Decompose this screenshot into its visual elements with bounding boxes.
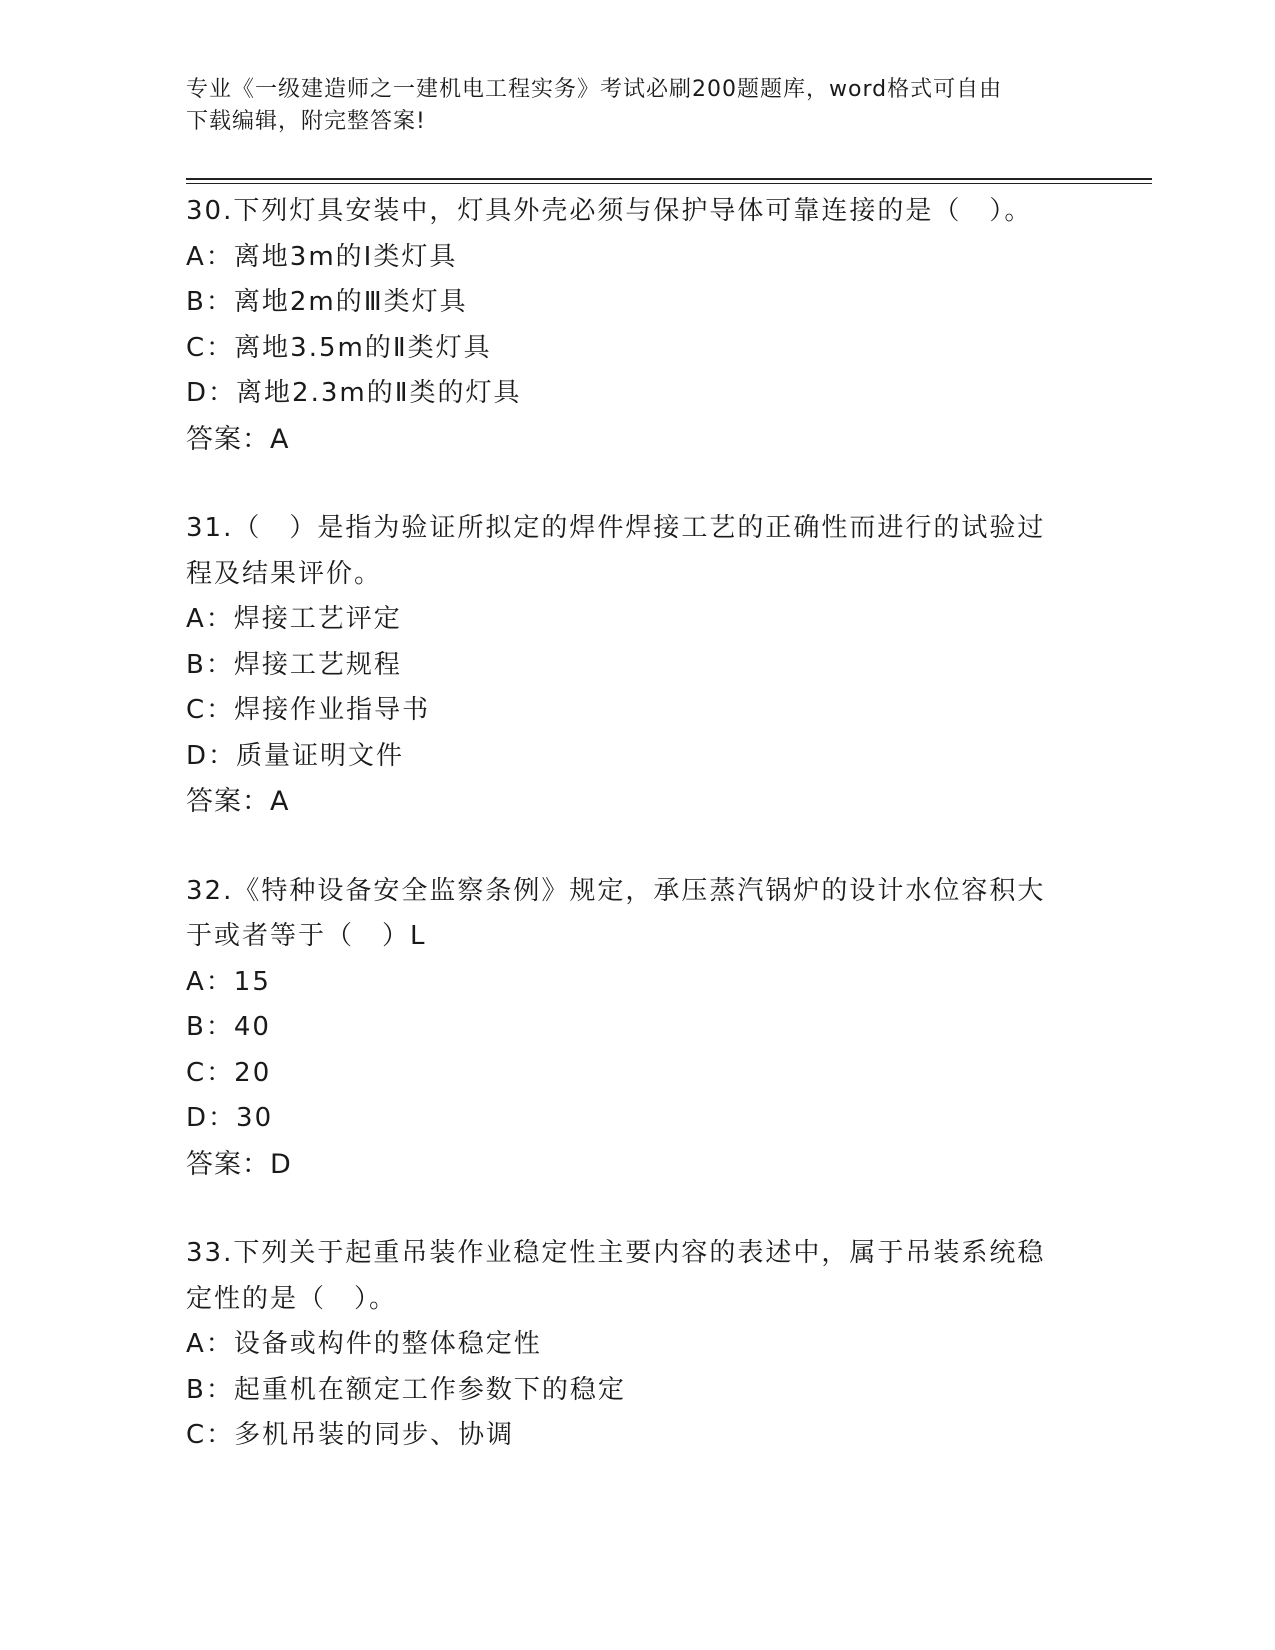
question-stem [186,1231,1086,1322]
header-divider-thick [186,178,1152,180]
stem-line: 30.下列灯具安装中，灯具外壳必须与保护导体可靠连接的是（ ）。 [186,196,1033,226]
option-b: B：起重机在额定工作参数下的稳定 [186,1374,626,1405]
question-30 [186,189,1086,462]
question-stem [186,506,1086,597]
option-d: D：离地2.3m的Ⅱ类的灯具 [186,378,522,408]
option-a: A：15 [186,966,271,997]
question-list [186,189,1086,1503]
question-31 [186,506,1086,825]
option-c: C：离地3.5m的Ⅱ类灯具 [186,332,492,363]
header-line-1: 专业《一级建造师之一建机电工程实务》考试必刷200题题库，word格式可自由 [186,77,1003,102]
option-a: A：焊接工艺评定 [186,604,402,634]
stem-line: 33.下列关于起重吊装作业稳定性主要内容的表述中，属于吊装系统稳 [186,1238,1046,1268]
option-b: B：40 [186,1012,271,1042]
option-d: D：质量证明文件 [186,740,405,771]
option-c: C：20 [186,1057,272,1088]
option-b: B：焊接工艺规程 [186,649,402,680]
answer: 答案：A [186,423,290,455]
option-c: C：焊接作业指导书 [186,695,431,725]
stem-line: 31.（ ）是指为验证所拟定的焊件焊接工艺的正确性而进行的试验过 [186,513,1046,543]
question-stem [186,869,1086,960]
option-c: C：多机吊装的同步、协调 [186,1420,515,1450]
question-32 [186,869,1086,1188]
stem-line: 程及结果评价。 [186,558,383,589]
question-33 [186,1231,1086,1459]
stem-line: 32.《特种设备安全监察条例》规定，承压蒸汽锅炉的设计水位容积大 [186,875,1046,906]
document-header [186,74,1086,138]
answer: 答案：D [186,1148,292,1180]
option-b: B：离地2m的Ⅲ类灯具 [186,287,468,317]
stem-line: 于或者等于（ ）L [186,921,427,951]
option-d: D：30 [186,1103,274,1133]
question-stem [186,189,1086,235]
option-a: A：设备或构件的整体稳定性 [186,1329,542,1359]
option-a: A：离地3m的Ⅰ类灯具 [186,241,458,272]
stem-line: 定性的是（ ）。 [186,1283,398,1314]
header-line-2: 下载编辑，附完整答案! [186,109,426,134]
answer: 答案：A [186,786,290,817]
header-divider-thin [186,183,1152,184]
